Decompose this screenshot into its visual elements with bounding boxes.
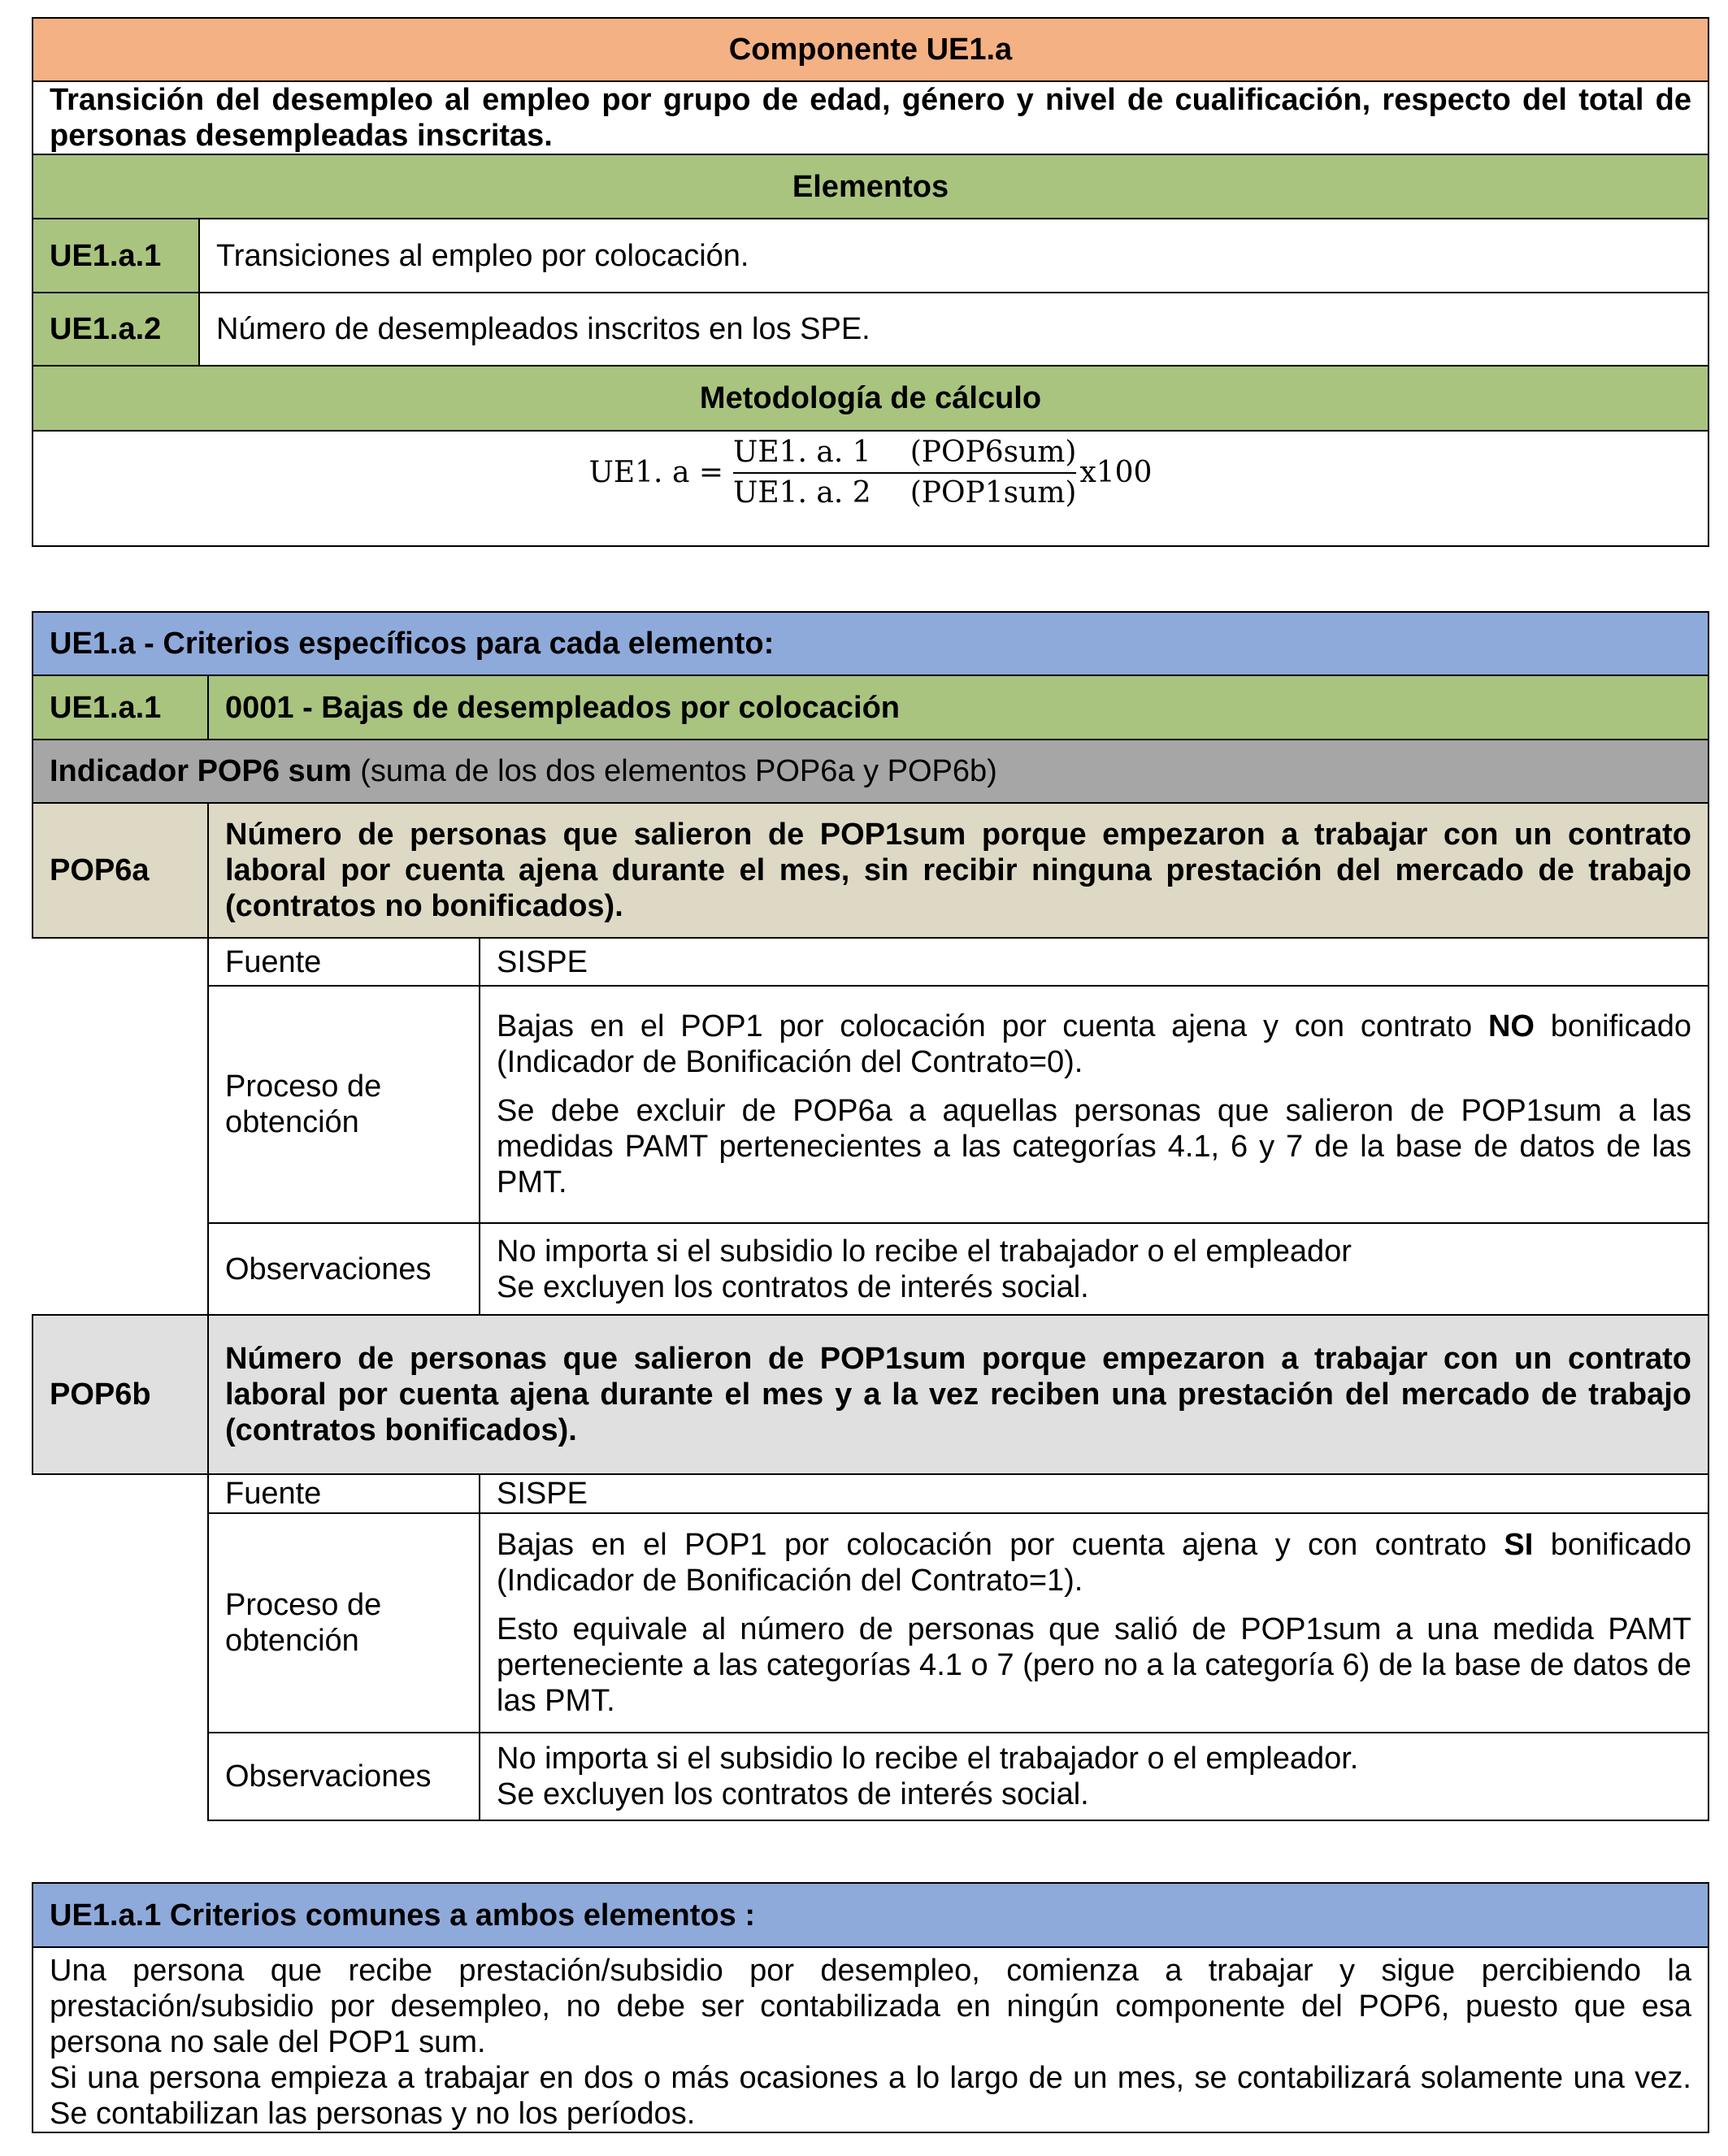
- component-table: [32, 17, 1709, 547]
- spacer: [33, 1513, 208, 1733]
- pop6a-fuente-label: Fuente: [208, 938, 480, 986]
- spacer: [33, 1223, 208, 1315]
- pop6a-obs-value: No importa si el subsidio lo recibe el trabajador o el empleador Se excluyen los contratos de interés social.: [480, 1223, 1708, 1315]
- pop6b-code: POP6b: [33, 1315, 208, 1474]
- criteria-table: [32, 611, 1709, 1821]
- formula-numerator-code: UE1. a. 1: [733, 436, 871, 469]
- formula-cell: [33, 431, 1708, 546]
- indicator-note: (suma de los dos elementos POP6a y POP6b): [351, 754, 997, 788]
- calculation-formula: [50, 435, 1691, 511]
- pop6a-proceso-label: Proceso de obtención: [208, 986, 480, 1223]
- element-code: UE1.a.2: [33, 293, 199, 366]
- formula-multiplier: x100: [1079, 456, 1153, 489]
- elements-header: Elementos: [33, 154, 1708, 219]
- common-criteria-table: [32, 1882, 1709, 2133]
- element-text: Transiciones al empleo por colocación.: [199, 219, 1708, 293]
- methodology-header: Metodología de cálculo: [33, 366, 1708, 431]
- pop6b-proceso-label: Proceso de obtención: [208, 1513, 480, 1733]
- indicator-row: [33, 740, 1708, 803]
- element-row: [33, 293, 1708, 366]
- criteria-header: UE1.a - Criterios específicos para cada elemento:: [33, 612, 1708, 675]
- formula-lhs: UE1. a =: [588, 456, 724, 489]
- indicator-name: Indicador POP6 sum: [50, 754, 352, 788]
- component-header: Componente UE1.a: [33, 18, 1708, 81]
- formula-numerator-indicator: (POP6sum): [910, 436, 1077, 469]
- formula-denominator-indicator: (POP1sum): [910, 476, 1077, 510]
- formula-denominator-code: UE1. a. 2: [733, 476, 871, 510]
- spacer: [33, 938, 208, 986]
- pop6a-obs-label: Observaciones: [208, 1223, 480, 1315]
- pop6a-fuente-value: SISPE: [480, 938, 1708, 986]
- spacer: [33, 1474, 208, 1513]
- criteria-element-title: 0001 - Bajas de desempleados por colocación: [208, 675, 1708, 740]
- pop6a-description: Número de personas que salieron de POP1sum porque empezaron a trabajar con un contrato laboral por cuenta ajena durante el mes, sin recibir ninguna prestación del mercado de trabajo (contratos no bonificados).: [208, 803, 1708, 938]
- spacer: [33, 986, 208, 1223]
- pop6b-obs-label: Observaciones: [208, 1733, 480, 1820]
- component-description: Transición del desempleo al empleo por grupo de edad, género y nivel de cualificación, respecto del total de personas desempleadas inscritas.: [33, 81, 1708, 154]
- pop6b-fuente-label: Fuente: [208, 1474, 480, 1513]
- pop6b-description: Número de personas que salieron de POP1sum porque empezaron a trabajar con un contrato laboral por cuenta ajena durante el mes y a la vez reciben una prestación del mercado de trabajo (contratos bonificados).: [208, 1315, 1708, 1474]
- element-code: UE1.a.1: [33, 219, 199, 293]
- pop6b-fuente-value: SISPE: [480, 1474, 1708, 1513]
- common-criteria-body: [33, 1947, 1708, 2132]
- common-criteria-header: UE1.a.1 Criterios comunes a ambos elementos :: [33, 1883, 1708, 1947]
- pop6b-proceso-value: Bajas en el POP1 por colocación por cuenta ajena y con contrato SI bonificado (Indicador de Bonificación del Contrato=1). Esto equivale al número de personas que salió de POP1sum a una medida PAMT perteneciente a las categorías 4.1 o 7 (pero no a la categoría 6) de la base de datos de las PMT.: [480, 1513, 1708, 1733]
- element-row: [33, 219, 1708, 293]
- common-criteria-p2: Si una persona empieza a trabajar en dos o más ocasiones a lo largo de un mes, se contabilizará solamente una vez. Se contabilizan las personas y no los períodos.: [50, 2061, 1691, 2131]
- spacer: [33, 1733, 208, 1820]
- pop6a-proceso-value: Bajas en el POP1 por colocación por cuenta ajena y con contrato NO bonificado (Indicador de Bonificación del Contrato=0). Se debe excluir de POP6a a aquellas personas que salieron de POP1sum a las medidas PAMT pertenecientes a las categorías 4.1, 6 y 7 de la base de datos de las PMT.: [480, 986, 1708, 1223]
- common-criteria-p1: Una persona que recibe prestación/subsidio por desempleo, comienza a trabajar y sigue percibiendo la prestación/subsidio por desempleo, no debe ser contabilizada en ningún componente del POP6, puesto que esa persona no sale del POP1 sum.: [50, 1954, 1691, 2059]
- element-text: Número de desempleados inscritos en los SPE.: [199, 293, 1708, 366]
- pop6b-obs-value: No importa si el subsidio lo recibe el trabajador o el empleador. Se excluyen los contratos de interés social.: [480, 1733, 1708, 1820]
- pop6a-code: POP6a: [33, 803, 208, 938]
- criteria-element-code: UE1.a.1: [33, 675, 208, 740]
- formula-fraction: [733, 435, 1076, 511]
